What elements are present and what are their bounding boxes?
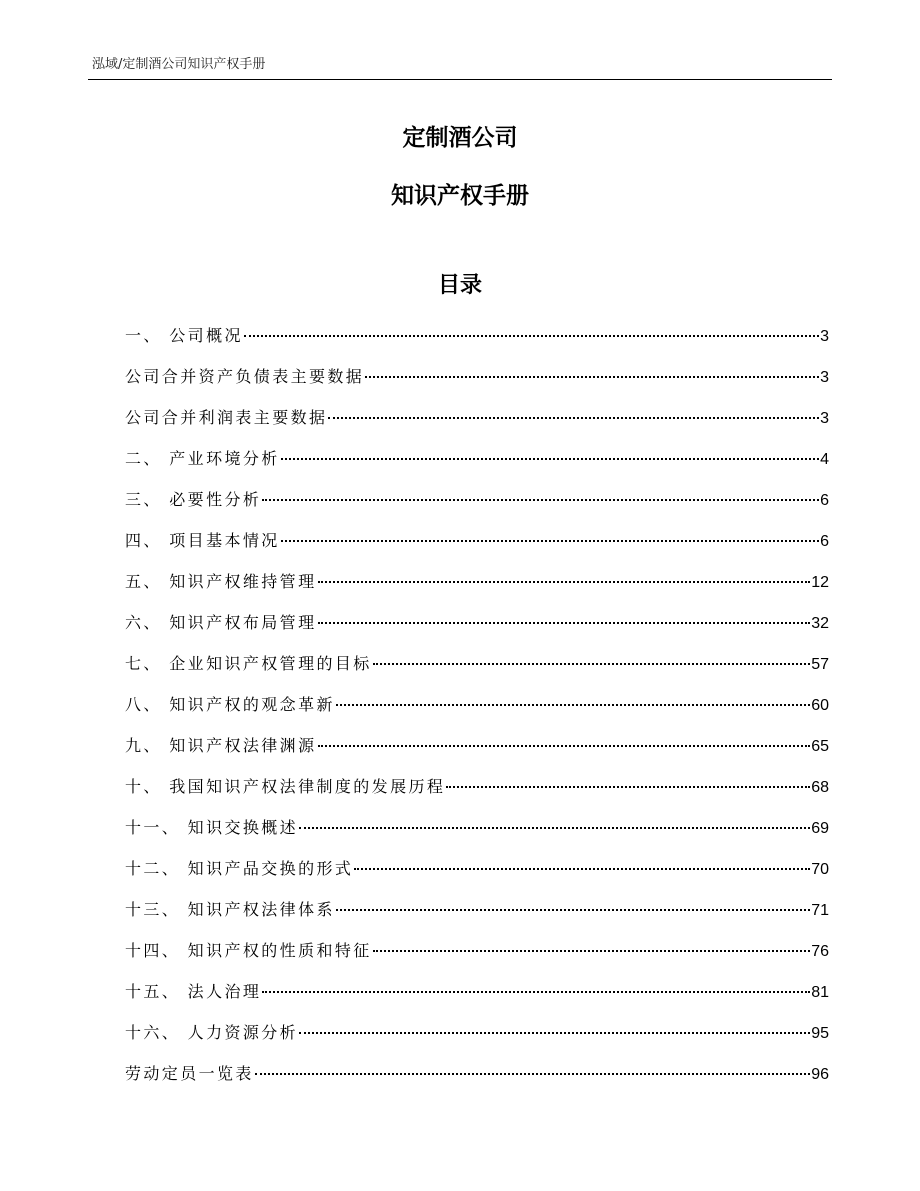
- toc-entry-page: 71: [811, 902, 829, 919]
- toc-entry-label: 三、 必要性分析: [125, 490, 262, 509]
- toc-leader-dots: [244, 335, 819, 337]
- toc-leader-dots: [336, 909, 810, 911]
- toc-entry-page: 68: [811, 779, 829, 796]
- toc-entry-page: 4: [820, 451, 829, 468]
- toc-entry-label: 一、 公司概况: [125, 326, 243, 345]
- toc-leader-dots: [328, 417, 819, 419]
- toc-entry-label: 六、 知识产权布局管理: [125, 613, 317, 632]
- table-of-contents: [125, 322, 829, 1101]
- toc-entry-label: 十一、 知识交换概述: [125, 818, 299, 837]
- toc-entry[interactable]: [125, 404, 829, 445]
- toc-entry-page: 32: [811, 615, 829, 632]
- toc-leader-dots: [365, 376, 819, 378]
- toc-entry-label: 四、 项目基本情况: [125, 531, 280, 550]
- toc-entry[interactable]: [125, 363, 829, 404]
- toc-entry[interactable]: [125, 322, 829, 363]
- toc-entry-page: 81: [811, 984, 829, 1001]
- toc-entry-page: 96: [811, 1066, 829, 1083]
- toc-entry[interactable]: [125, 937, 829, 978]
- toc-entry[interactable]: [125, 732, 829, 773]
- toc-entry[interactable]: [125, 1019, 829, 1060]
- toc-entry[interactable]: [125, 650, 829, 691]
- toc-entry-page: 76: [811, 943, 829, 960]
- toc-leader-dots: [262, 499, 819, 501]
- toc-entry-page: 95: [811, 1025, 829, 1042]
- toc-entry[interactable]: [125, 1060, 829, 1101]
- toc-entry[interactable]: [125, 527, 829, 568]
- toc-leader-dots: [354, 868, 810, 870]
- toc-entry-page: 60: [811, 697, 829, 714]
- toc-leader-dots: [299, 1032, 810, 1034]
- toc-entry[interactable]: [125, 773, 829, 814]
- toc-entry[interactable]: [125, 486, 829, 527]
- toc-entry-label: 十二、 知识产品交换的形式: [125, 859, 354, 878]
- toc-leader-dots: [262, 991, 810, 993]
- toc-leader-dots: [373, 663, 811, 665]
- toc-entry[interactable]: [125, 814, 829, 855]
- toc-entry[interactable]: [125, 896, 829, 937]
- toc-entry-page: 6: [820, 492, 829, 509]
- toc-entry-page: 6: [820, 533, 829, 550]
- toc-entry-label: 五、 知识产权维持管理: [125, 572, 317, 591]
- toc-leader-dots: [446, 786, 810, 788]
- toc-entry-page: 3: [820, 369, 829, 386]
- toc-entry-label: 公司合并资产负债表主要数据: [125, 367, 365, 386]
- toc-entry-label: 十三、 知识产权法律体系: [125, 900, 335, 919]
- toc-entry[interactable]: [125, 855, 829, 896]
- toc-entry[interactable]: [125, 978, 829, 1019]
- toc-entry-page: 57: [811, 656, 829, 673]
- toc-entry-label: 十四、 知识产权的性质和特征: [125, 941, 372, 960]
- toc-entry-label: 劳动定员一览表: [125, 1064, 254, 1083]
- toc-leader-dots: [255, 1073, 810, 1075]
- toc-entry[interactable]: [125, 609, 829, 650]
- toc-entry[interactable]: [125, 568, 829, 609]
- toc-entry[interactable]: [125, 445, 829, 486]
- toc-entry[interactable]: [125, 691, 829, 732]
- running-header: 泓域/定制酒公司知识产权手册: [92, 57, 266, 72]
- toc-entry-page: 12: [811, 574, 829, 591]
- toc-entry-label: 公司合并利润表主要数据: [125, 408, 328, 427]
- document-title-line2: 知识产权手册: [391, 183, 529, 209]
- header-divider: [88, 79, 832, 80]
- toc-entry-label: 十五、 法人治理: [125, 982, 262, 1001]
- toc-entry-label: 七、 企业知识产权管理的目标: [125, 654, 372, 673]
- toc-entry-label: 二、 产业环境分析: [125, 449, 280, 468]
- toc-leader-dots: [318, 622, 811, 624]
- toc-entry-page: 3: [820, 410, 829, 427]
- toc-leader-dots: [299, 827, 810, 829]
- toc-leader-dots: [318, 581, 811, 583]
- toc-heading: 目录: [437, 273, 482, 298]
- toc-entry-page: 70: [811, 861, 829, 878]
- toc-entry-page: 69: [811, 820, 829, 837]
- toc-entry-label: 十六、 人力资源分析: [125, 1023, 299, 1042]
- toc-leader-dots: [373, 950, 811, 952]
- toc-entry-label: 九、 知识产权法律渊源: [125, 736, 317, 755]
- toc-leader-dots: [318, 745, 811, 747]
- toc-leader-dots: [281, 458, 819, 460]
- toc-entry-label: 十、 我国知识产权法律制度的发展历程: [125, 777, 446, 796]
- toc-leader-dots: [281, 540, 819, 542]
- toc-leader-dots: [336, 704, 810, 706]
- toc-entry-page: 65: [811, 738, 829, 755]
- toc-entry-page: 3: [820, 328, 829, 345]
- toc-entry-label: 八、 知识产权的观念革新: [125, 695, 335, 714]
- document-title-line1: 定制酒公司: [402, 125, 518, 151]
